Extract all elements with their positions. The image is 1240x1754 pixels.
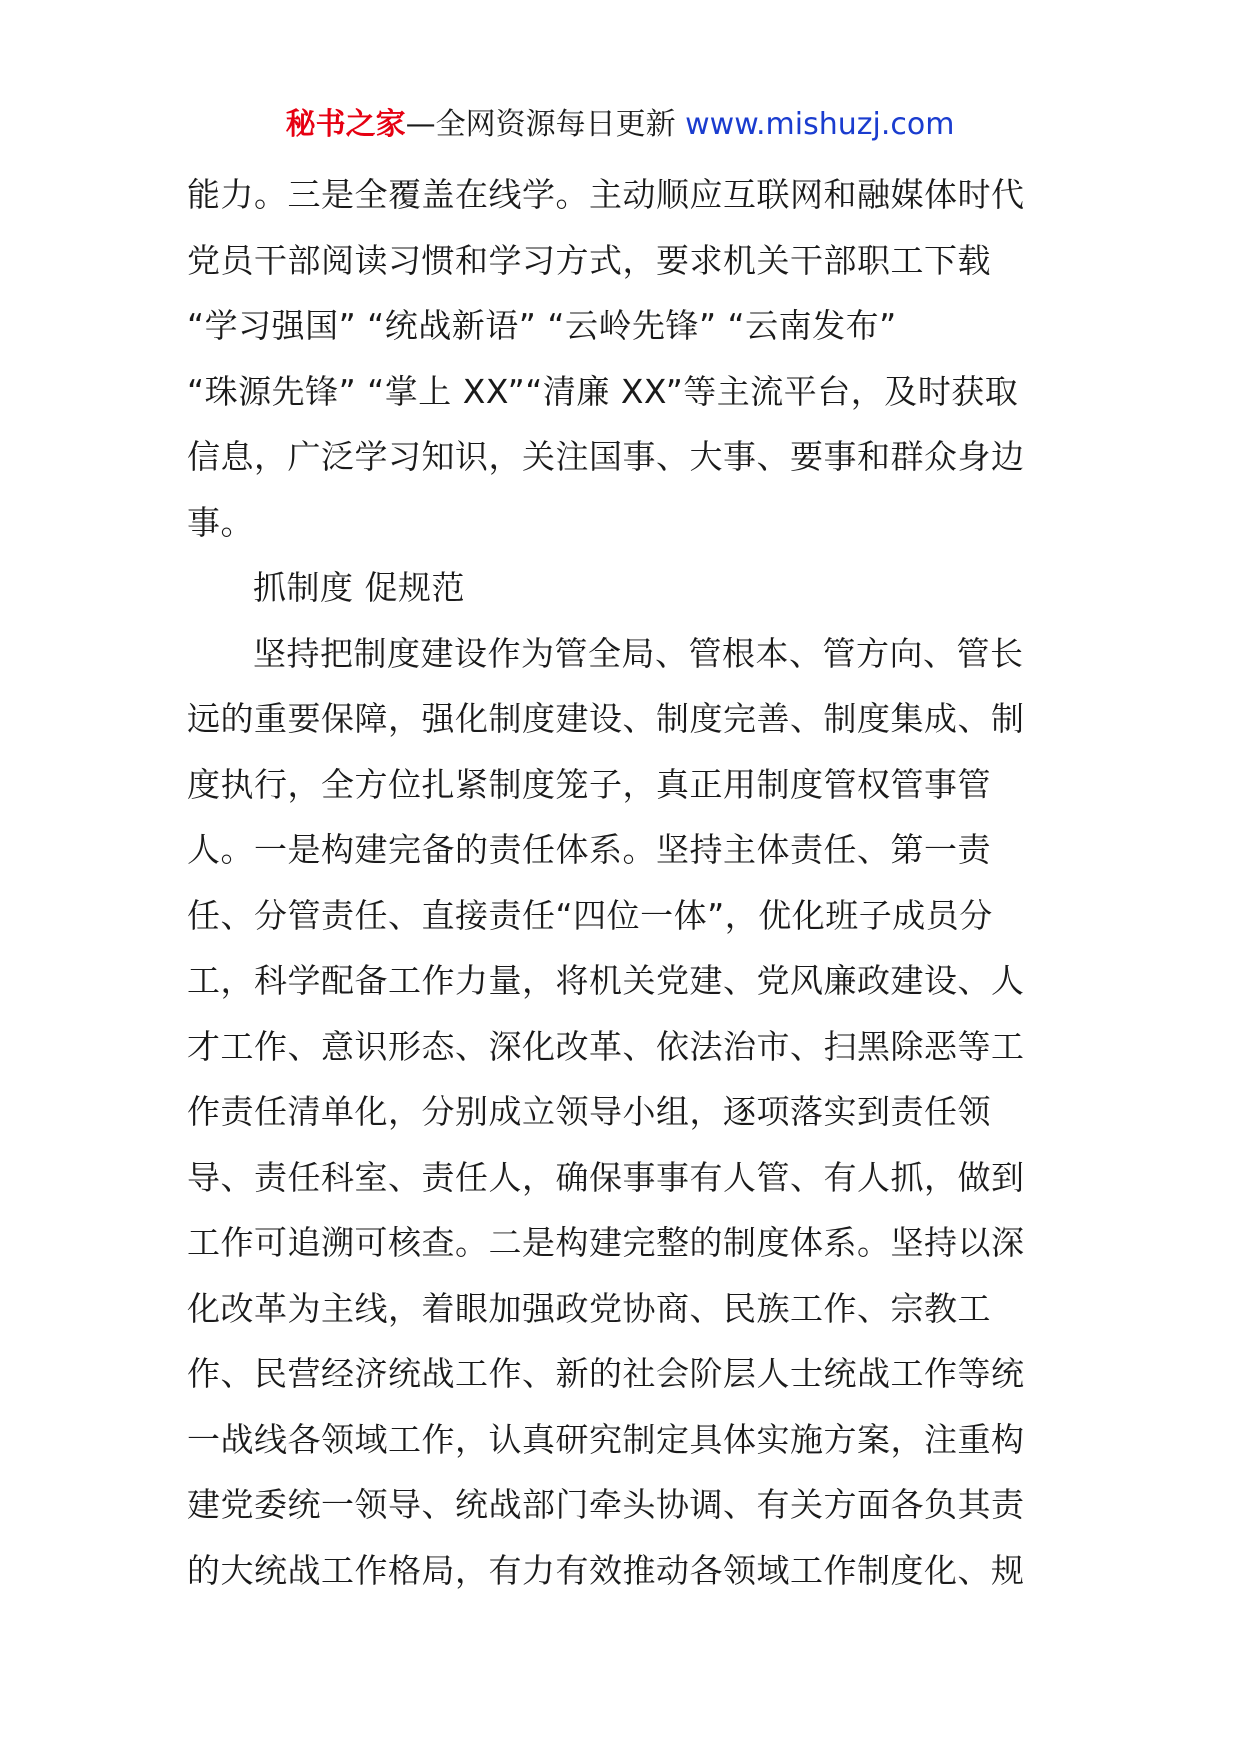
text-line: 任、分管责任、直接责任“四位一体”，优化班子成员分 [187,895,993,935]
site-brand: 秘书之家 [285,107,406,142]
site-url[interactable]: www.mishuzj.com [685,107,955,142]
text-line: 作责任清单化，分别成立领导小组，逐项落实到责任领 [187,1092,991,1131]
text-line: 建党委统一领导、统战部门牵头协调、有关方面各负其责 [187,1485,1025,1524]
text-line: 度执行，全方位扎紧制度笼子，真正用制度管权管事管 [187,764,991,804]
site-tagline: —全网资源每日更新 [405,107,676,142]
text-line: 信息，广泛学习知识，关注国事、大事、要事和群众身边 [187,437,1025,476]
text-line: 工，科学配备工作力量，将机关党建、党风廉政建设、人 [187,961,1025,1000]
text-line: 才工作、意识形态、深化改革、依法治市、扫黑除恶等工 [187,1026,1025,1066]
section-heading: 抓制度 促规范 [253,568,465,607]
text-line: 人。一是构建完备的责任体系。坚持主体责任、第一责 [187,830,991,869]
text-line: 事。 [187,502,254,542]
paragraph-system-building [187,621,1057,1604]
text-line: 导、责任科室、责任人，确保事事有人管、有人抓，做到 [187,1157,1025,1197]
text-line: 作、民营经济统战工作、新的社会阶层人士统战工作等统 [187,1354,1025,1393]
text-line: “学习强国” “统战新语” “云岭先锋” “云南发布” [187,306,897,345]
text-line: 工作可追溯可核查。二是构建完整的制度体系。坚持以深 [187,1223,1025,1262]
text-line: 能力。三是全覆盖在线学。主动顺应互联网和融媒体时代 [187,175,1025,214]
text-line: 坚持把制度建设作为管全局、管根本、管方向、管长 [253,633,1024,673]
text-line: 党员干部阅读习惯和学习方式，要求机关干部职工下载 [187,240,991,280]
text-line: 的大统战工作格局，有力有效推动各领域工作制度化、规 [187,1550,1025,1590]
site-header [0,98,1240,152]
text-line: 一战线各领域工作，认真研究制定具体实施方案，注重构 [187,1419,1025,1459]
document-body [187,162,1057,1603]
text-line: 化改革为主线，着眼加强政党协商、民族工作、宗教工 [187,1288,991,1328]
text-line: 远的重要保障，强化制度建设、制度完善、制度集成、制 [187,699,1025,738]
text-line: “珠源先锋” “掌上 XX”“清廉 XX”等主流平台，及时获取 [187,371,1019,411]
paragraph-online-study [187,162,1057,555]
